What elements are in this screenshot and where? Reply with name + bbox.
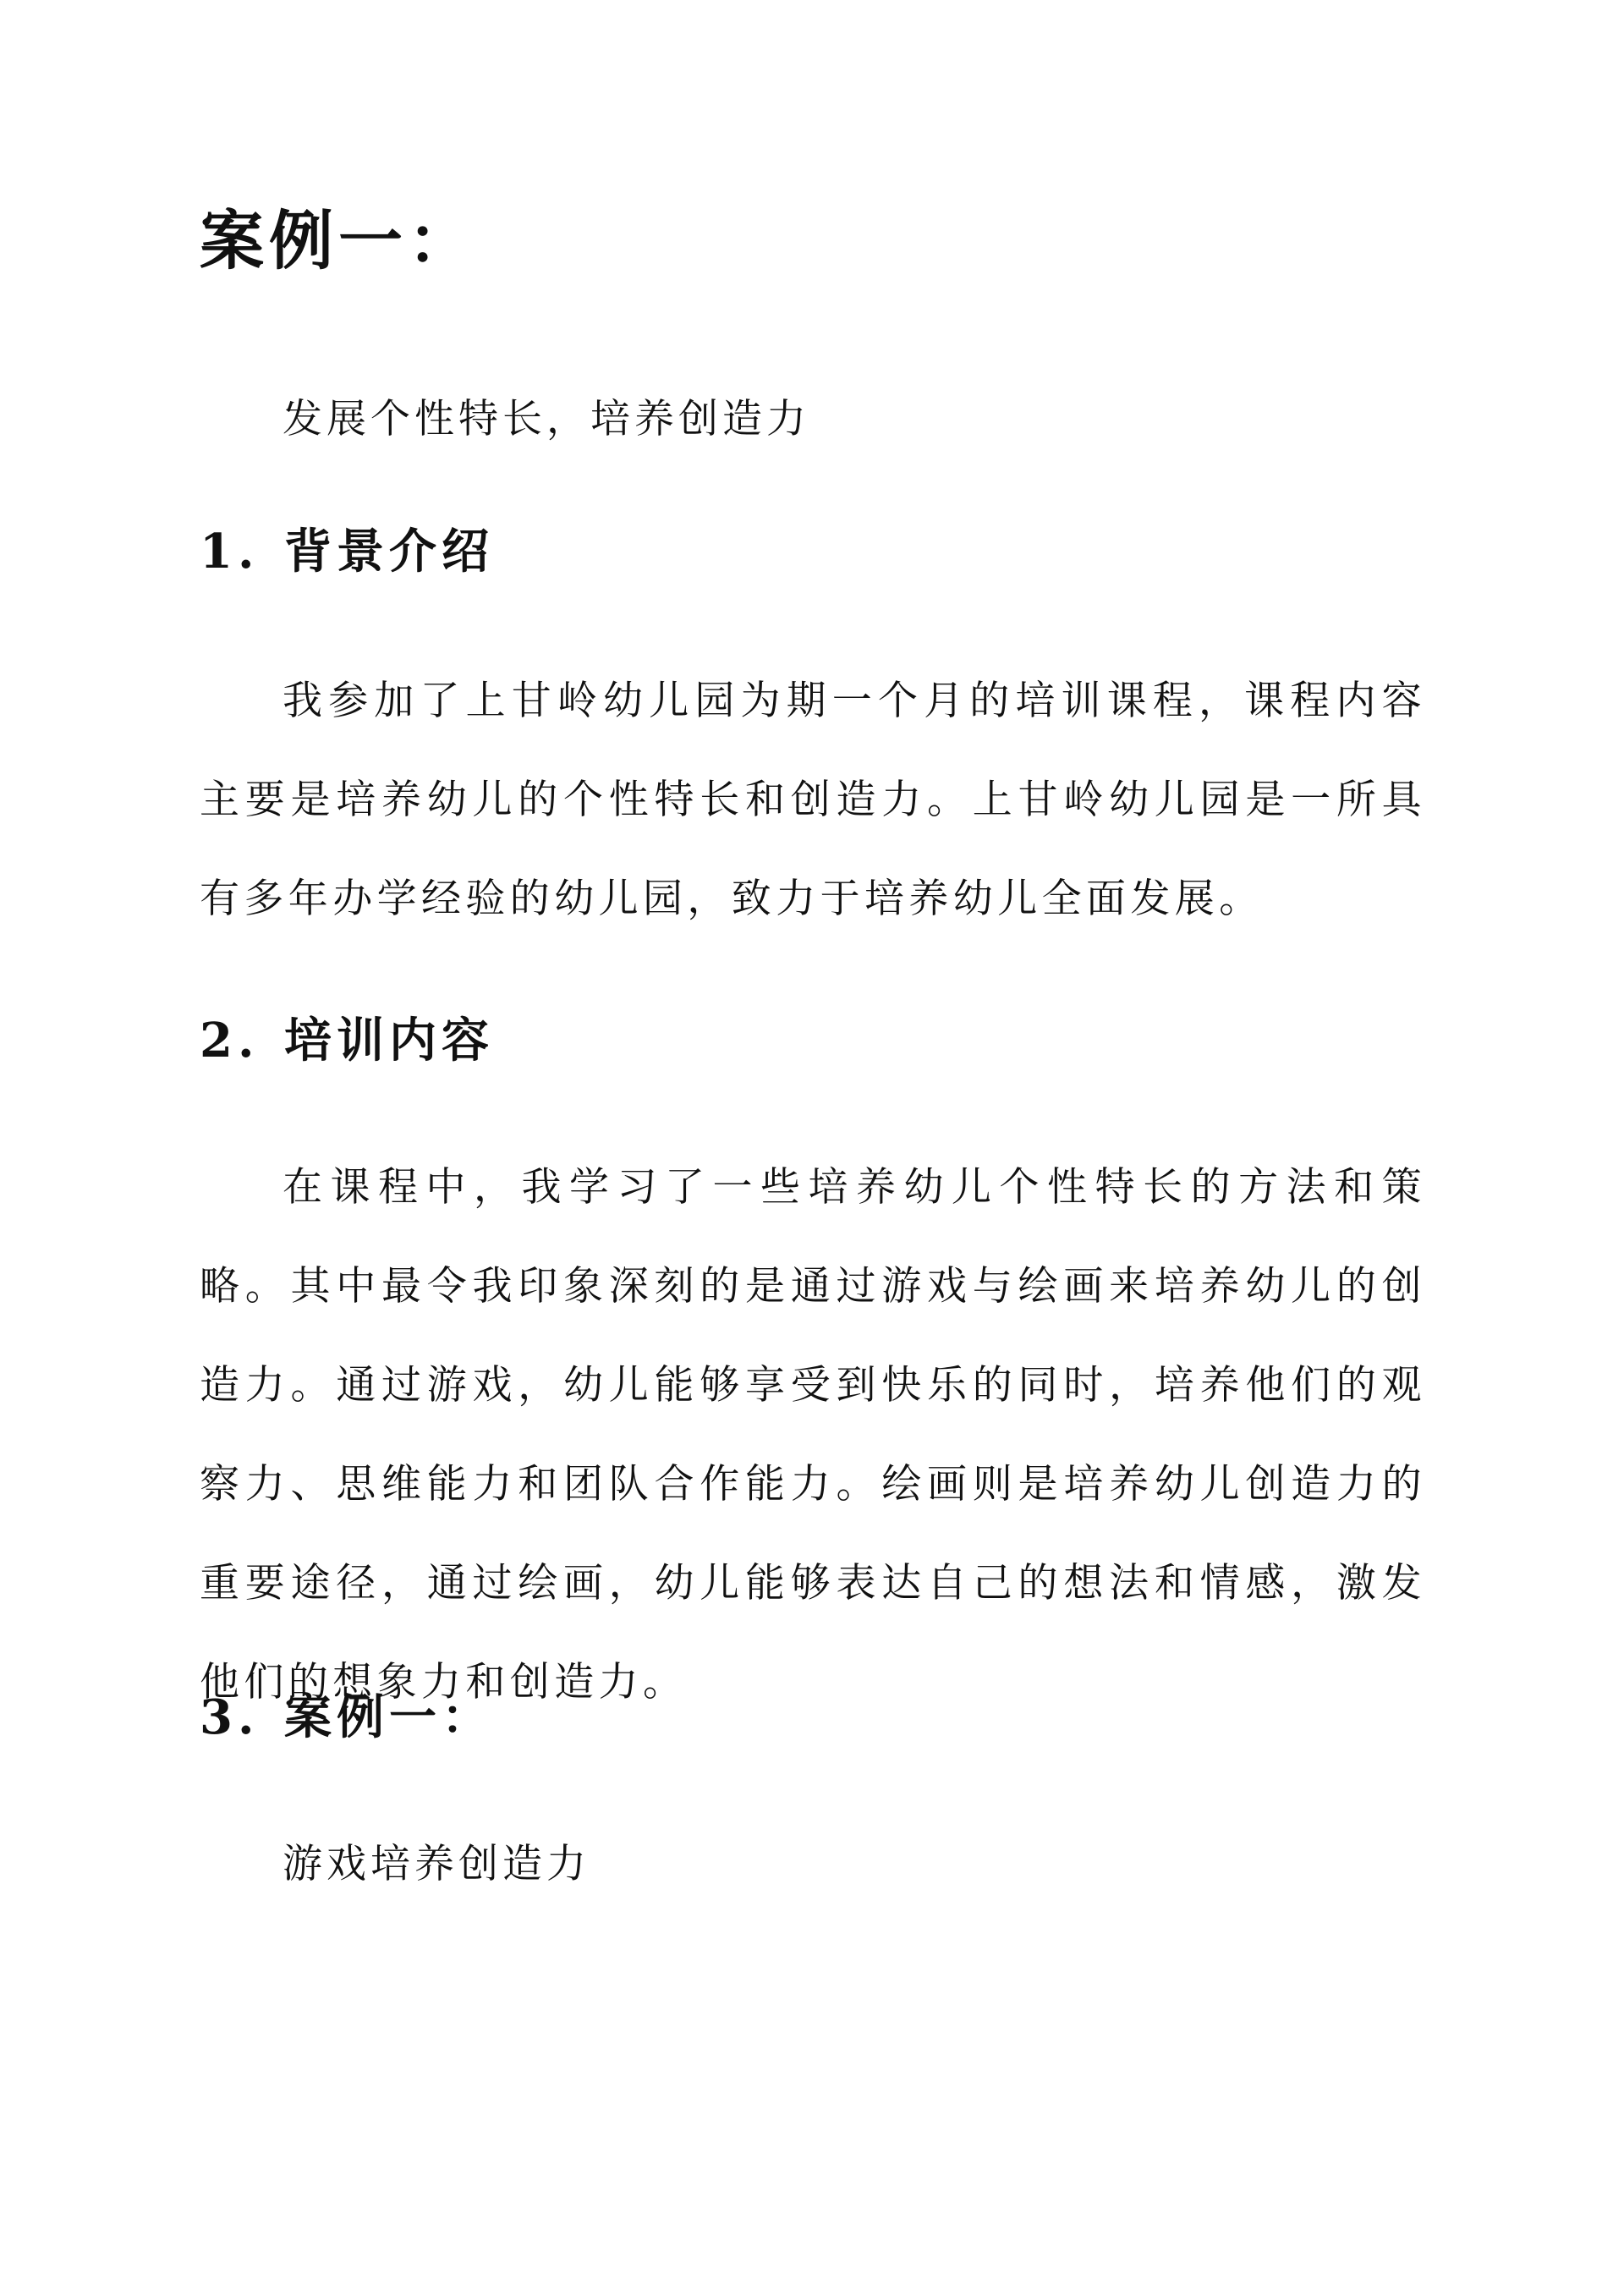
section-heading-training-content xyxy=(200,1007,1426,1074)
section-paragraph-case-one: 游戏培养创造力 xyxy=(283,1841,590,1887)
section-heading-text: 培训内容 xyxy=(284,1013,494,1068)
section-heading-case-one xyxy=(200,1684,1426,1751)
document-subtitle: 发展个性特长，培养创造力 xyxy=(283,396,810,442)
section-heading-background xyxy=(200,518,1426,585)
section-number: 2. xyxy=(200,1013,260,1068)
section-paragraph-background: 我参加了上甘岭幼儿园为期一个月的培训课程，课程内容主要是培养幼儿的个性特长和创造力。上甘岭幼儿园是一所具有多年办学经验的幼儿园，致力于培养幼儿全面发展。 xyxy=(200,678,1426,922)
document-title: 案例一： xyxy=(200,203,477,278)
section-number: 1. xyxy=(200,524,260,579)
section-number: 3. xyxy=(200,1689,260,1745)
section-heading-text: 背景介绍 xyxy=(284,524,494,579)
section-heading-text: 案例一： xyxy=(284,1689,494,1745)
section-paragraph-training-content: 在课程中，我学习了一些培养幼儿个性特长的方法和策略。其中最令我印象深刻的是通过游戏与绘画来培养幼儿的创造力。通过游戏，幼儿能够享受到快乐的同时，培养他们的观察力、思维能力和团队合作能力。绘画则是培养幼儿创造力的重要途径，通过绘画，幼儿能够表达自己的想法和情感，激发他们的想象力和创造力。 xyxy=(200,1164,1426,1706)
